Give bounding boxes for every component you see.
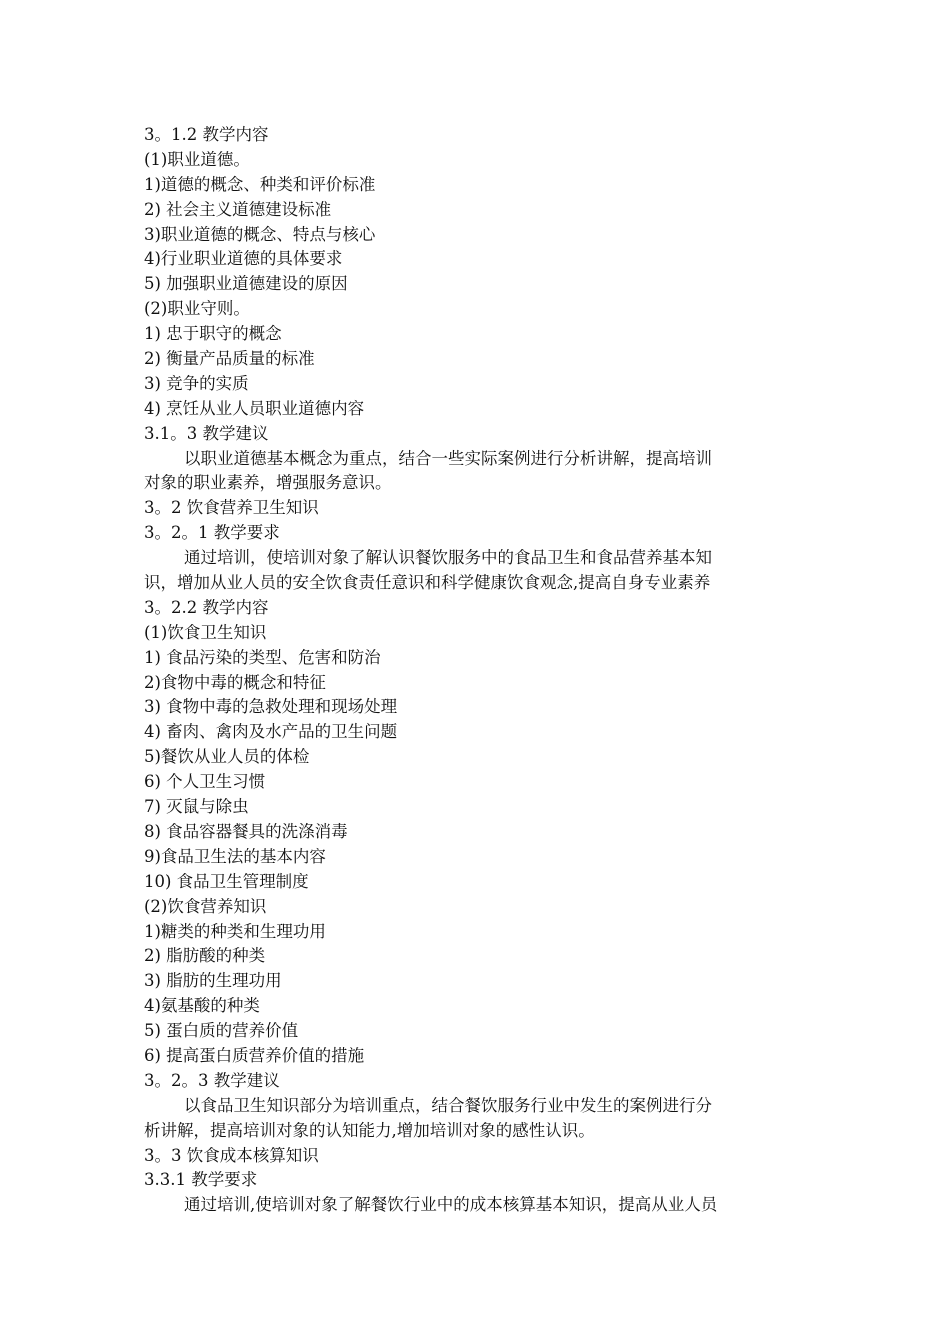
text-line: (2)饮食营养知识 (144, 896, 267, 916)
text-line: 1)道德的概念、种类和评价标准 (144, 174, 376, 194)
text-line: 1)糖类的种类和生理功用 (144, 921, 326, 941)
text-line: 6) 提高蛋白质营养价值的措施 (144, 1045, 365, 1065)
text-line: 1) 食品污染的类型、危害和防治 (144, 647, 381, 667)
text-line: 6) 个人卫生习惯 (144, 772, 266, 792)
text-line: 3。2。1 教学要求 (144, 523, 280, 543)
text-line: 7) 灭鼠与除虫 (144, 797, 249, 817)
text-line: 3。1.2 教学内容 (144, 125, 269, 144)
text-line: 4) 畜肉、禽肉及水产品的卫生问题 (144, 722, 398, 742)
text-line: 3.3.1 教学要求 (144, 1170, 258, 1190)
text-line: 3) 脂肪的生理功用 (144, 971, 282, 991)
text-line: 3) 食物中毒的急救处理和现场处理 (144, 697, 398, 717)
text-line: 2) 脂肪酸的种类 (144, 946, 266, 966)
text-line: 析讲解，提高培训对象的认知能力,增加培训对象的感性认识。 (144, 1120, 595, 1140)
text-line: 2) 社会主义道德建设标准 (144, 199, 332, 219)
text-line: 3。2 饮食营养卫生知识 (144, 498, 319, 518)
paragraph-line: 通过培训，使培训对象了解认识餐饮服务中的食品卫生和食品营养基本知 (184, 548, 712, 568)
text-line: 4)氨基酸的种类 (144, 996, 260, 1016)
text-line: 2)食物中毒的概念和特征 (144, 672, 326, 692)
text-line: 3。2.2 教学内容 (144, 597, 269, 617)
text-line: (2)职业守则。 (144, 299, 250, 319)
text-line: 3)职业道德的概念、特点与核心 (144, 224, 376, 244)
text-line: 5)餐饮从业人员的体检 (144, 747, 310, 767)
text-line: 识，增加从业人员的安全饮食责任意识和科学健康饮食观念,提高自身专业素养 (144, 573, 711, 593)
text-line: 10) 食品卫生管理制度 (144, 871, 309, 891)
text-line: 对象的职业素养，增强服务意识。 (144, 473, 392, 493)
text-line: 4) 烹饪从业人员职业道德内容 (144, 398, 365, 418)
text-line: 3.1。3 教学建议 (144, 423, 269, 443)
text-line: (1)职业道德。 (144, 149, 250, 169)
text-line: 5) 蛋白质的营养价值 (144, 1021, 299, 1041)
text-line: 4)行业职业道德的具体要求 (144, 249, 343, 269)
text-line: 1) 忠于职守的概念 (144, 324, 282, 344)
paragraph-line: 以食品卫生知识部分为培训重点，结合餐饮服务行业中发生的案例进行分 (184, 1095, 712, 1115)
text-line: 5) 加强职业道德建设的原因 (144, 274, 348, 294)
text-line: 3) 竞争的实质 (144, 373, 249, 393)
text-line: 8) 食品容器餐具的洗涤消毒 (144, 821, 348, 841)
text-line: (1)饮食卫生知识 (144, 622, 267, 642)
text-line: 2) 衡量产品质量的标准 (144, 349, 315, 369)
text-line: 9)食品卫生法的基本内容 (144, 846, 326, 866)
paragraph-line: 通过培训,使培训对象了解餐饮行业中的成本核算基本知识，提高从业人员 (184, 1195, 718, 1215)
paragraph-line: 以职业道德基本概念为重点，结合一些实际案例进行分析讲解，提高培训 (184, 448, 712, 468)
text-line: 3。2。3 教学建议 (144, 1070, 280, 1090)
document-body (144, 123, 814, 1218)
text-line: 3。3 饮食成本核算知识 (144, 1145, 319, 1165)
